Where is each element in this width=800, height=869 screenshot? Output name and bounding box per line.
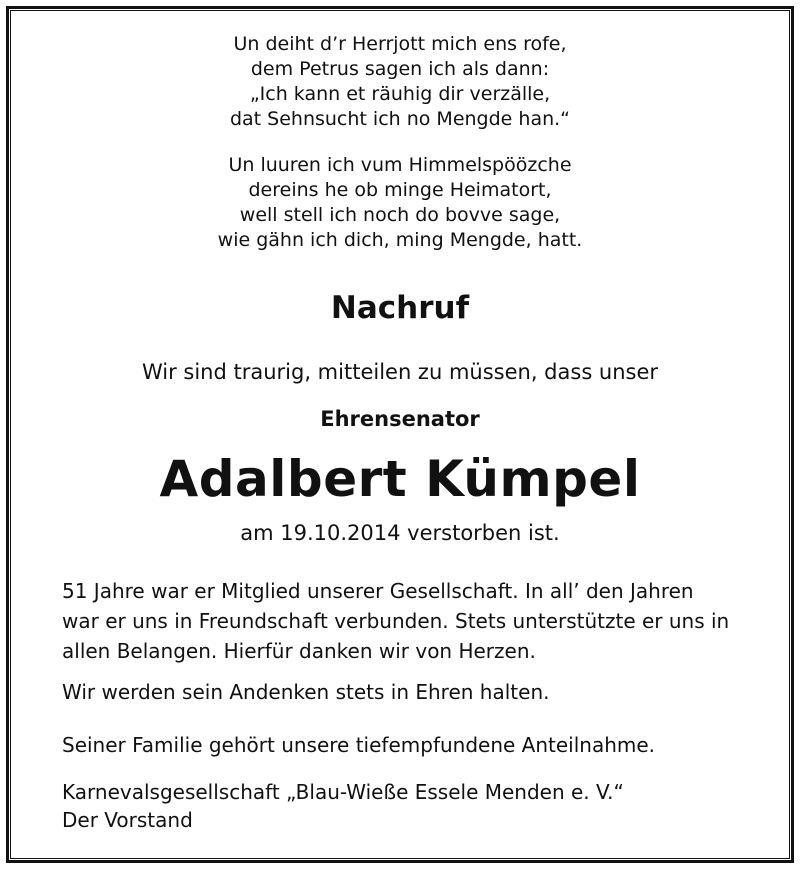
deceased-name: Adalbert Kümpel (159, 450, 641, 508)
poem-line: well stell ich noch do bovve sage, (239, 204, 561, 226)
honorary-title: Ehrensenator (320, 407, 480, 431)
paragraph-line: 51 Jahre war er Mitglied unserer Gesellschaft. In all’ den Jahren (62, 579, 694, 603)
signature-board: Der Vorstand (62, 808, 193, 832)
paragraph-line: Wir werden sein Andenken stets in Ehren halten. (62, 680, 550, 704)
death-date-line: am 19.10.2014 verstorben ist. (240, 521, 560, 545)
poem-stanza-2 (0, 153, 800, 253)
condolence-paragraph (62, 730, 752, 760)
poem-stanza-1 (0, 32, 800, 132)
paragraph-line: war er uns in Freundschaft verbunden. Stets unterstützte er uns in (62, 609, 730, 633)
poem-line: dat Sehnsucht ich no Mengde han.“ (229, 108, 571, 130)
poem-line: wie gähn ich dich, ming Mengde, hatt. (217, 229, 583, 251)
signature-block (62, 778, 752, 834)
signature-organization: Karnevalsgesellschaft „Blau-Wieße Essele Menden e. V.“ (62, 780, 624, 804)
poem-line: Un deiht d’r Herrjott mich ens rofe, (233, 33, 567, 55)
notice-heading: Nachruf (330, 290, 470, 326)
poem-line: Un luuren ich vum Himmelspöözche (228, 154, 572, 176)
tribute-paragraph (62, 576, 752, 666)
notice-intro: Wir sind traurig, mitteilen zu müssen, dass unser (141, 360, 659, 384)
memory-paragraph (62, 677, 752, 707)
paragraph-line: Seiner Familie gehört unsere tiefempfundene Anteilnahme. (62, 733, 656, 757)
paragraph-line: allen Belangen. Hierfür danken wir von Herzen. (62, 639, 536, 663)
poem-line: „Ich kann et räuhig dir verzälle, (249, 83, 551, 105)
poem-line: dem Petrus sagen ich als dann: (250, 58, 550, 80)
poem-line: dereins he ob minge Heimatort, (248, 179, 552, 201)
